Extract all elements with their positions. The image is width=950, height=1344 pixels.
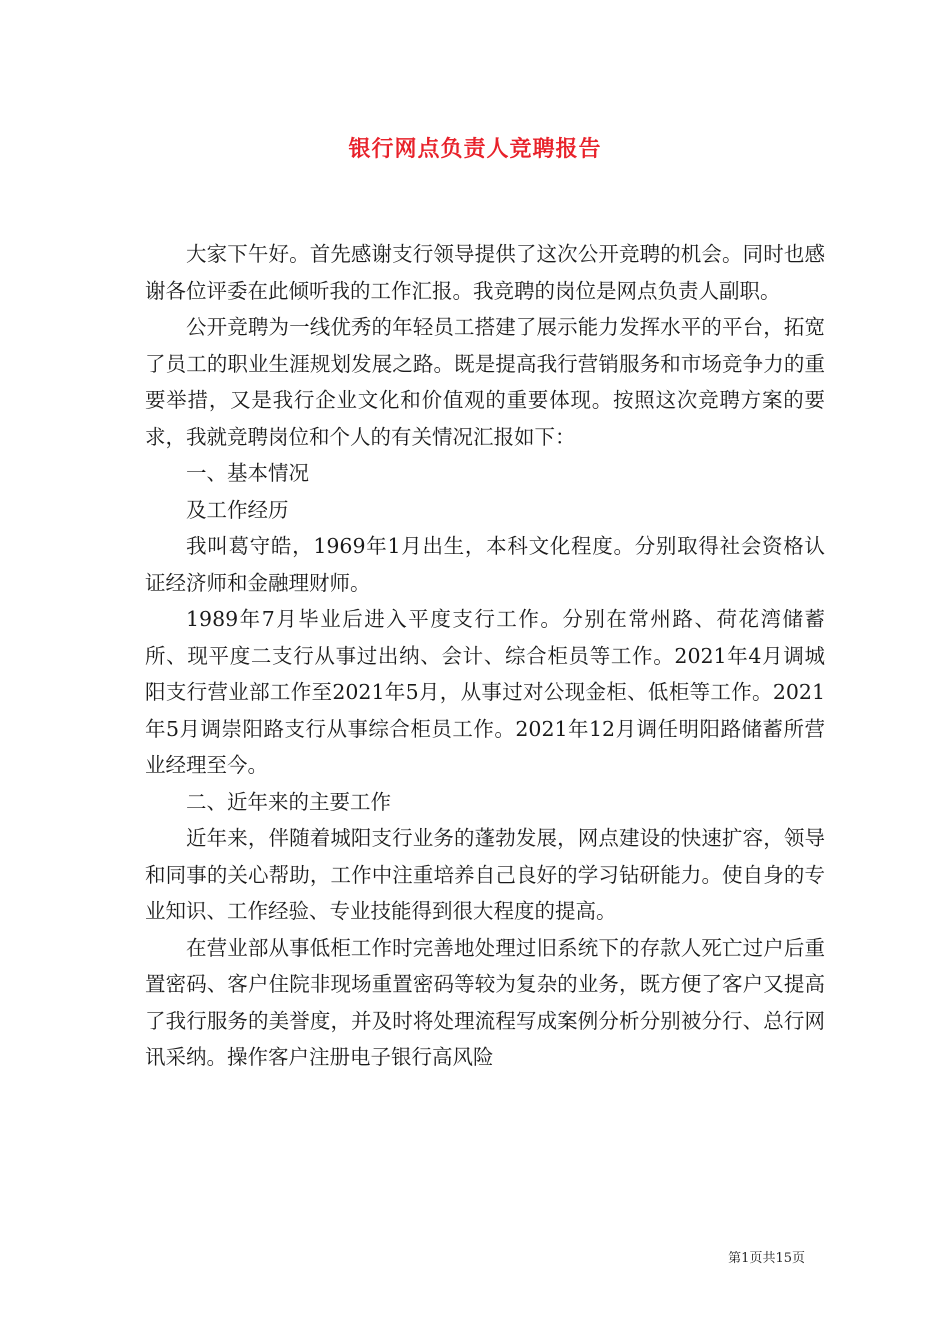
paragraph-purpose: 公开竞聘为一线优秀的年轻员工搭建了展示能力发挥水平的平台，拓宽了员工的职业生涯规划发展之路。既是提高我行营销服务和市场竞争力的重要举措，又是我行企业文化和价值观的重要体现。按照这次竞聘方案的要求，我就竞聘岗位和个人的有关情况汇报如下： (145, 315, 825, 449)
paragraph-greeting: 大家下午好。首先感谢支行领导提供了这次公开竞聘的机会。同时也感谢各位评委在此倾听我的工作汇报。我竞聘的岗位是网点负责人副职。 (145, 242, 825, 303)
paragraph-career-history: 1989年7月毕业后进入平度支行工作。分别在常州路、荷花湾储蓄所、现平度二支行从事过出纳、会计、综合柜员等工作。2021年4月调城阳支行营业部工作至2021年5月，从事过对公现金柜、低柜等工作。2021年5月调崇阳路支行从事综合柜员工作。2021年12月调任明阳路储蓄所营业经理至今。 (145, 607, 825, 777)
paragraph-self-intro: 我叫葛守皓，1969年1月出生，本科文化程度。分别取得社会资格认证经济师和金融理财师。 (145, 534, 825, 595)
section-heading-basic-info: 一、基本情况 (186, 461, 309, 485)
paragraph-counter-work: 在营业部从事低柜工作时完善地处理过旧系统下的存款人死亡过户后重置密码、客户住院非现场重置密码等较为复杂的业务，既方便了客户又提高了我行服务的美誉度，并及时将处理流程写成案例分析分别被分行、总行网讯采纳。操作客户注册电子银行高风险 (145, 935, 825, 1069)
section-heading-main-work: 二、近年来的主要工作 (186, 789, 391, 814)
section-subheading-work-history: 及工作经历 (186, 497, 289, 522)
document-body (145, 236, 825, 1076)
page-number-footer: 第1页共15页 (728, 1251, 805, 1266)
paragraph-recent-growth: 近年来，伴随着城阳支行业务的蓬勃发展，网点建设的快速扩容，领导和同事的关心帮助，工作中注重培养自己良好的学习钻研能力。使自身的专业知识、工作经验、专业技能得到很大程度的提高。 (145, 826, 825, 923)
document-title: 银行网点负责人竞聘报告 (348, 136, 602, 162)
